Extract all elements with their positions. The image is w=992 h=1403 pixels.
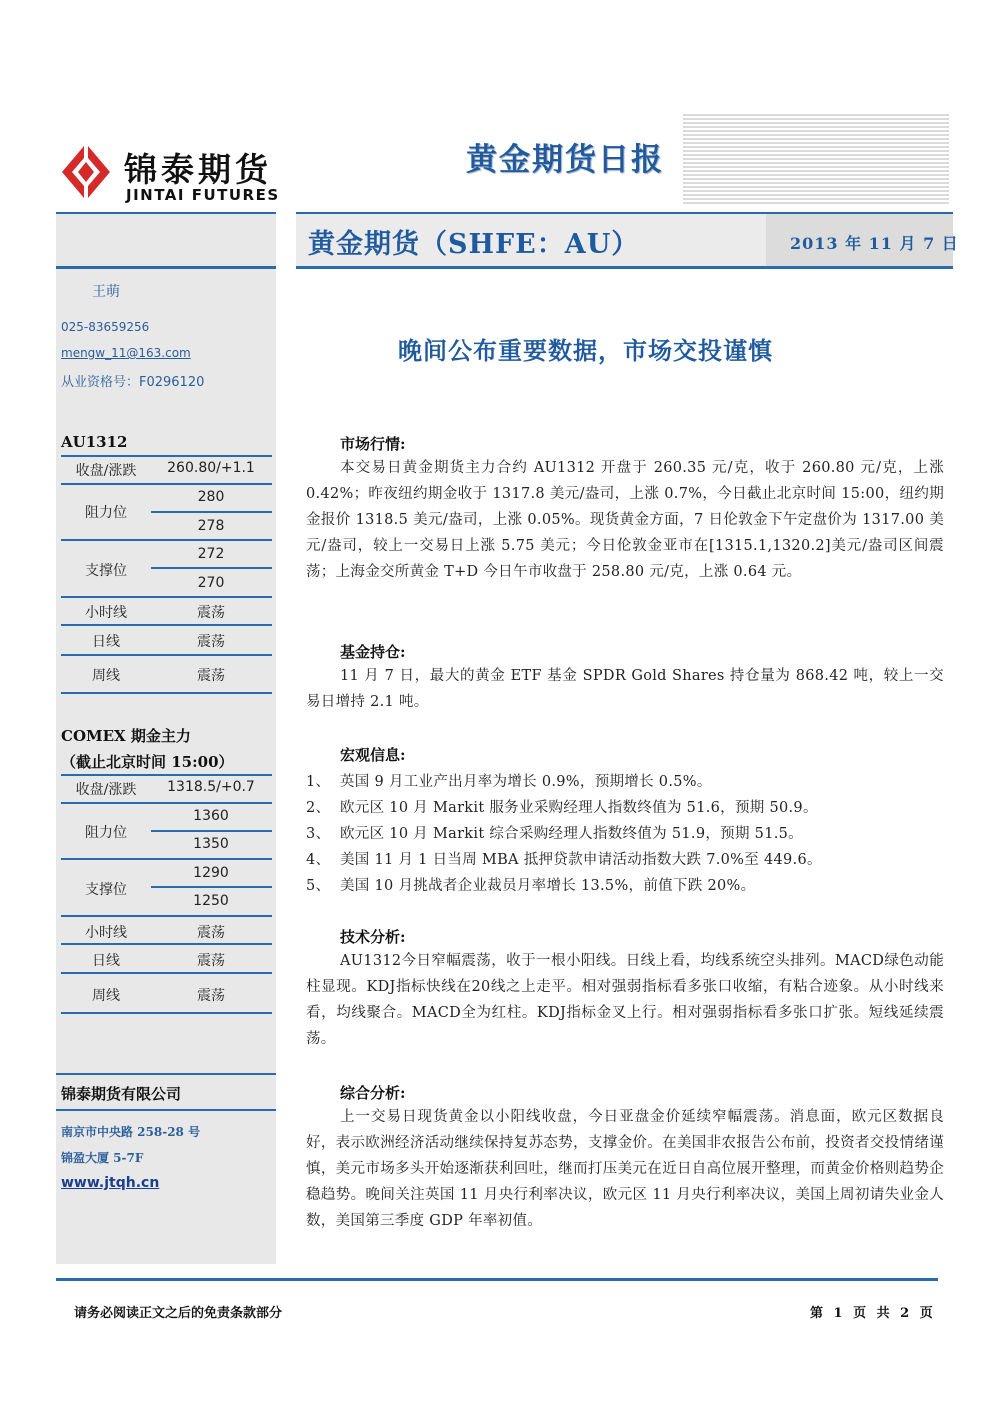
logo-chinese-name: 锦泰期货	[124, 150, 272, 189]
company-name: 锦泰期货有限公司	[61, 1085, 182, 1103]
comex-hourly-value: 震荡	[197, 925, 225, 941]
comex-daily-value: 震荡	[197, 953, 225, 969]
article-headline: 晚间公布重要数据，市场交投谨慎	[398, 336, 773, 365]
comex-resistance-value-1: 1360	[193, 808, 229, 824]
macro-item: 2、 欧元区 10 月 Markit 服务业采购经理人指数终值为 51.6，预期 50.9。	[306, 800, 818, 816]
technical-heading: 技术分析:	[340, 928, 406, 946]
comex-resistance-value-2: 1350	[193, 836, 229, 852]
comex-table-subtitle: （截止北京时间 15:00）	[61, 753, 234, 771]
company-logo	[58, 140, 278, 210]
company-address-line-2: 锦盈大厦 5-7F	[61, 1151, 144, 1165]
comex-weekly-label: 周线	[92, 988, 120, 1004]
comex-daily-label: 日线	[92, 953, 120, 969]
au-support-label: 支撑位	[85, 563, 127, 579]
technical-paragraph: AU1312今日窄幅震荡，收于一根小阳线。日线上看，均线系统空头排列。MACD绿色动能柱显现。KDJ指标快线在20线之上走平。相对强弱指标看多张口收缩，有粘合迹象。从小时线来看，均线聚合。MACD全为红柱。KDJ指标金叉上行。相对强弱指标看多张口扩张。短线延续震荡。	[306, 953, 944, 1047]
au-support-value-2: 270	[197, 575, 225, 591]
market-paragraph: 本交易日黄金期货主力合约 AU1312 开盘于 260.35 元/克，收于 260.80 元/克，上涨 0.42%；昨夜纽约期金收于 1317.8 美元/盎司，上涨 0.7%，今日截止北京时间 15:00，纽约期金报价 1318.5 美元/盎司，上涨 0.05%。现货黄金方面，7 日伦敦金下午定盘价为 1317.00 美元/盎司，较上一交易日上涨 5.75 美元；今日伦敦金亚市在[1315.1,1320.2]美元/盎司区间震荡；上海金交所黄金 T+D 今日午市收盘于 258.80 元/克，上涨 0.64 元。	[306, 460, 944, 580]
comex-close-label: 收盘/涨跌	[75, 782, 137, 798]
au-table-title: AU1312	[61, 433, 128, 451]
au-hourly-value: 震荡	[197, 605, 225, 621]
author-license: 从业资格号：F0296120	[61, 375, 205, 390]
summary-heading: 综合分析:	[340, 1084, 406, 1102]
author-email-link[interactable]: mengw_11@163.com	[61, 346, 191, 360]
au-daily-label: 日线	[92, 634, 120, 650]
macro-item: 3、 欧元区 10 月 Markit 综合采购经理人指数终值为 51.9，预期 51.5。	[306, 826, 803, 842]
footer-disclaimer: 请务必阅读正文之后的免责条款部分	[74, 1306, 283, 1321]
author-name: 王萌	[92, 284, 120, 300]
subject-title: 黄金期货（SHFE：AU）	[308, 229, 640, 260]
comex-resistance-label: 阻力位	[85, 825, 127, 841]
macro-item: 4、 美国 11 月 1 日当周 MBA 抵押贷款申请活动指数大跌 7.0%至 449.6。	[306, 852, 822, 868]
sidebar-top-rule	[56, 266, 276, 269]
fund-paragraph: 11 月 7 日，最大的黄金 ETF 基金 SPDR Gold Shares 持仓量为 868.42 吨，较上一交易日增持 2.1 吨。	[306, 668, 944, 710]
comex-support-value-2: 1250	[193, 893, 229, 909]
macro-heading: 宏观信息:	[340, 746, 406, 764]
au-weekly-label: 周线	[92, 668, 120, 684]
au-resistance-label: 阻力位	[85, 505, 127, 521]
footer-page-number: 第 1 页 共 2 页	[810, 1306, 936, 1321]
comex-hourly-label: 小时线	[85, 925, 127, 941]
macro-item: 5、 美国 10 月挑战者企业裁员月率增长 13.5%，前值下跌 20%。	[306, 878, 756, 894]
company-address-line-1: 南京市中央路 258-28 号	[61, 1125, 201, 1139]
au-daily-value: 震荡	[197, 634, 225, 650]
company-website-link[interactable]: www.jtqh.cn	[61, 1175, 160, 1191]
au-close-label: 收盘/涨跌	[75, 463, 137, 479]
comex-close-value: 1318.5/+0.7	[167, 779, 255, 795]
report-title: 黄金期货日报	[466, 142, 664, 178]
au-resistance-value-2: 278	[197, 518, 225, 534]
comex-support-value-1: 1290	[193, 865, 229, 881]
author-phone: 025-83659256	[61, 320, 150, 334]
au-resistance-value-1: 280	[197, 489, 225, 505]
logo-english-name: JINTAI FUTURES	[126, 186, 280, 204]
market-heading: 市场行情:	[340, 435, 406, 453]
fund-heading: 基金持仓:	[340, 643, 406, 661]
footer-rule	[56, 1278, 938, 1281]
au-weekly-value: 震荡	[197, 668, 225, 684]
subject-rule	[296, 266, 953, 269]
header-stripes	[683, 114, 949, 206]
summary-paragraph: 上一交易日现货黄金以小阳线收盘，今日亚盘金价延续窄幅震荡。消息面，欧元区数据良好，表示欧洲经济活动继续保持复苏态势，支撑金价。在美国非农报告公布前，投资者交投情绪谨慎，美元市场多头开始逐渐获利回吐，继而打压美元在近日自高位展开整理，而黄金价格则趋势企稳趋势。晚间关注英国 11 月央行利率决议，欧元区 11 月央行利率决议，美国上周初请失业金人数，美国第三季度 GDP 年率初值。	[306, 1109, 944, 1229]
comex-weekly-value: 震荡	[197, 988, 225, 1004]
comex-support-label: 支撑位	[85, 882, 127, 898]
report-date: 2013 年 11 月 7 日	[790, 234, 959, 253]
au-support-value-1: 272	[197, 546, 225, 562]
macro-item: 1、 英国 9 月工业产出月率为增长 0.9%，预期增长 0.5%。	[306, 774, 712, 790]
au-close-value: 260.80/+1.1	[167, 460, 255, 476]
au-hourly-label: 小时线	[85, 605, 127, 621]
jintai-logo-icon	[58, 142, 114, 202]
comex-table-title: COMEX 期金主力	[61, 727, 191, 745]
